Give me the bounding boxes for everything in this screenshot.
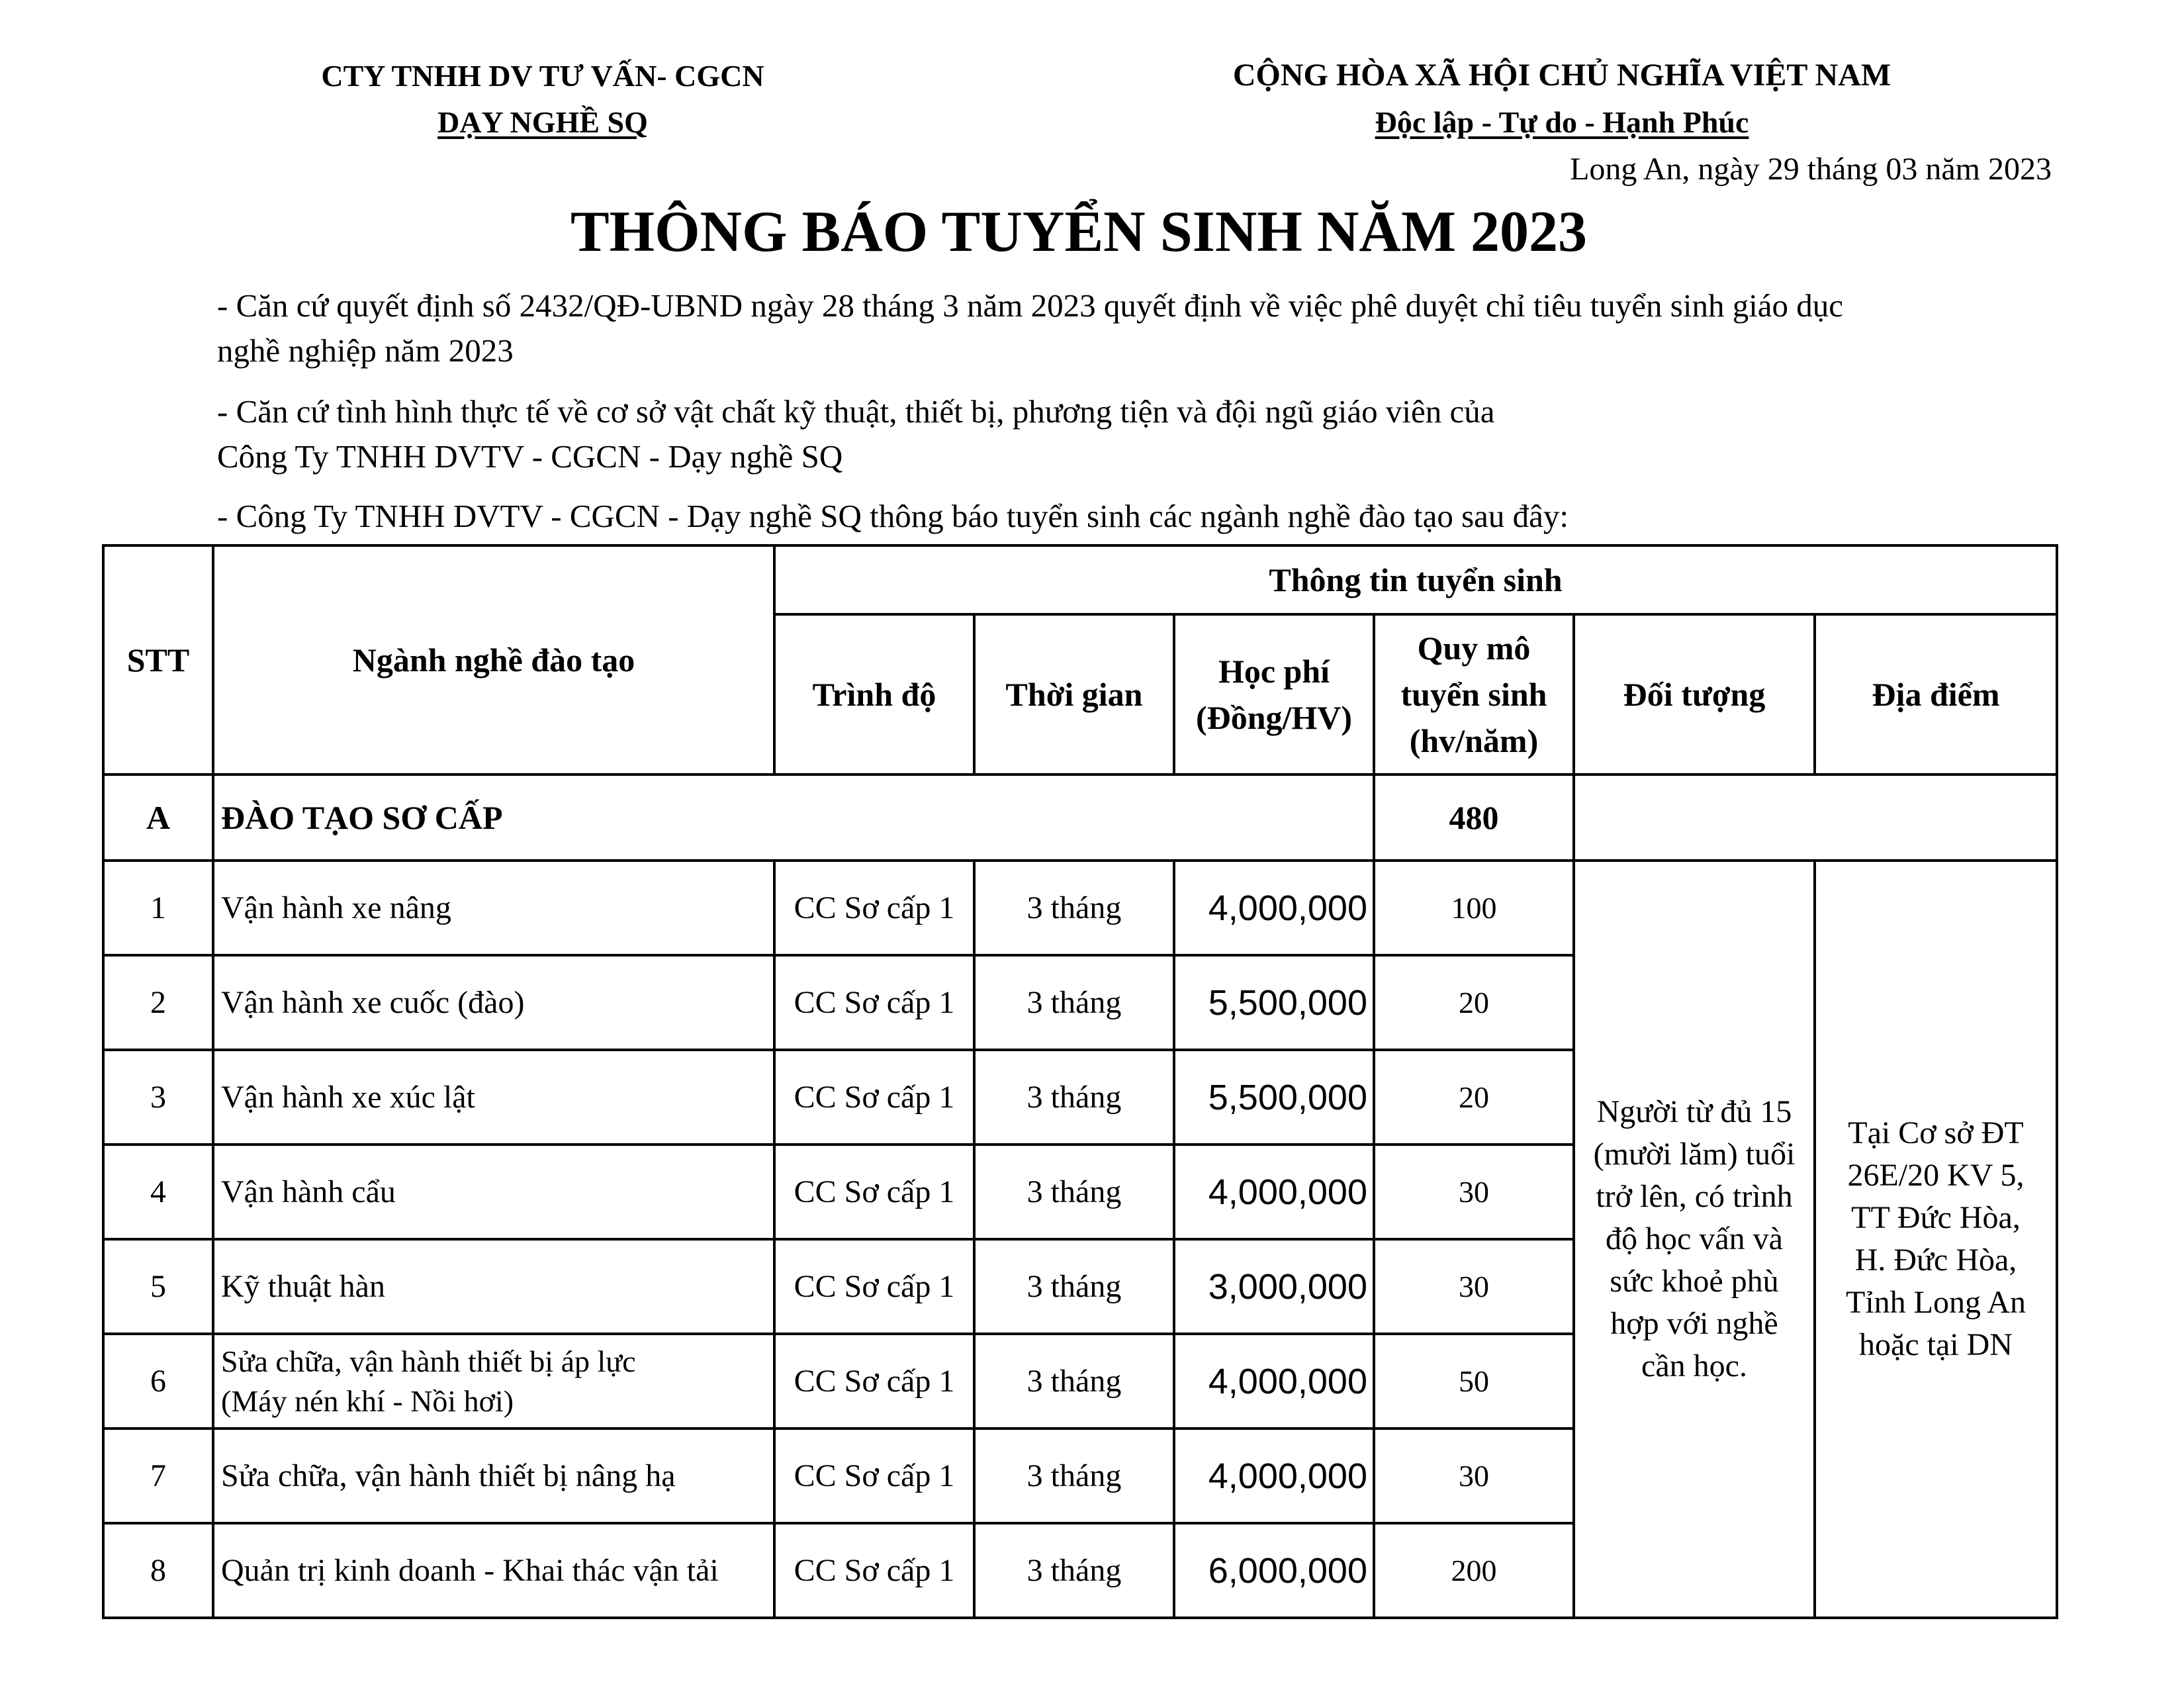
cell-nganh: Quản trị kinh doanh - Khai thác vận tải	[213, 1523, 774, 1618]
cell-hoc-phi: 3,000,000	[1174, 1239, 1374, 1334]
doi-tuong-line: cần học.	[1641, 1348, 1747, 1383]
cell-nganh: Sửa chữa, vận hành thiết bị nâng hạ	[213, 1429, 774, 1523]
cell-trinh-do: CC Sơ cấp 1	[774, 861, 974, 955]
company-name: CTY TNHH DV TƯ VẤN- CGCN	[321, 59, 764, 93]
cell-quy-mo: 20	[1374, 955, 1574, 1050]
doi-tuong-line: trở lên, có trình	[1596, 1179, 1793, 1214]
doi-tuong-line: hợp với nghề	[1610, 1306, 1778, 1341]
cell-nganh: Vận hành xe xúc lật	[213, 1050, 774, 1145]
cell-quy-mo: 20	[1374, 1050, 1574, 1145]
section-empty	[1574, 774, 2057, 861]
company-subtitle	[185, 105, 900, 140]
nation-title: CỘNG HÒA XÃ HỘI CHỦ NGHĨA VIỆT NAM	[1232, 58, 1891, 93]
cell-doi-tuong	[1574, 861, 1815, 1618]
header-quy-mo-line-1: Quy mô	[1417, 630, 1531, 667]
cell-hoc-phi: 4,000,000	[1174, 1429, 1374, 1523]
cell-quy-mo: 30	[1374, 1145, 1574, 1239]
cell-quy-mo: 100	[1374, 861, 1574, 955]
section-row	[103, 774, 2057, 861]
cell-stt: 7	[103, 1429, 213, 1523]
cell-stt: 5	[103, 1239, 213, 1334]
cell-stt: 6	[103, 1334, 213, 1429]
table-row	[103, 861, 2057, 955]
header-group: Thông tin tuyển sinh	[774, 545, 2057, 614]
cell-stt: 1	[103, 861, 213, 955]
company-subtitle-text: DẠY NGHỀ SQ	[437, 105, 648, 139]
cell-thoi-gian: 3 tháng	[974, 1145, 1174, 1239]
cell-hoc-phi: 4,000,000	[1174, 861, 1374, 955]
cell-dia-diem	[1815, 861, 2057, 1618]
nation-motto	[1099, 105, 2025, 140]
cell-nganh: Vận hành xe nâng	[213, 861, 774, 955]
dia-diem-line: H. Đức Hòa,	[1854, 1243, 2017, 1278]
header-quy-mo	[1374, 614, 1574, 774]
cell-hoc-phi: 4,000,000	[1174, 1334, 1374, 1429]
dia-diem-line: TT Đức Hòa,	[1851, 1200, 2021, 1235]
paragraph-2	[217, 389, 2070, 479]
header-thoi-gian: Thời gian	[974, 614, 1174, 774]
paragraph-1	[217, 283, 2070, 373]
doi-tuong-line: Người từ đủ 15	[1596, 1094, 1792, 1129]
cell-quy-mo: 30	[1374, 1239, 1574, 1334]
paragraph-2-line-1: - Căn cứ tình hình thực tế về cơ sở vật chất kỹ thuật, thiết bị, phương tiện và đội ngũ giáo viên của	[217, 393, 1495, 430]
cell-hoc-phi: 4,000,000	[1174, 1145, 1374, 1239]
cell-nganh: Kỹ thuật hàn	[213, 1239, 774, 1334]
admissions-table	[102, 544, 2058, 1619]
nation-motto-text: Độc lập - Tự do - Hạnh Phúc	[1375, 105, 1749, 139]
page-title: THÔNG BÁO TUYỂN SINH NĂM 2023	[570, 200, 1588, 264]
cell-nganh-line-1: Sửa chữa, vận hành thiết bị áp lực	[221, 1344, 636, 1378]
cell-stt: 3	[103, 1050, 213, 1145]
section-total: 480	[1374, 774, 1574, 861]
cell-nganh: Vận hành cẩu	[213, 1145, 774, 1239]
cell-hoc-phi: 5,500,000	[1174, 955, 1374, 1050]
header-quy-mo-line-3: (hv/năm)	[1409, 722, 1539, 759]
cell-nganh: Vận hành xe cuốc (đào)	[213, 955, 774, 1050]
header-hoc-phi	[1174, 614, 1374, 774]
cell-trinh-do: CC Sơ cấp 1	[774, 1523, 974, 1618]
cell-stt: 8	[103, 1523, 213, 1618]
dia-diem-line: hoặc tại DN	[1859, 1327, 2013, 1362]
cell-trinh-do: CC Sơ cấp 1	[774, 1239, 974, 1334]
cell-thoi-gian: 3 tháng	[974, 1050, 1174, 1145]
header-nganh: Ngành nghề đào tạo	[213, 545, 774, 774]
header-stt: STT	[103, 545, 213, 774]
header-quy-mo-line-2: tuyển sinh	[1400, 676, 1547, 713]
place-date: Long An, ngày 29 tháng 03 năm 2023	[1570, 152, 2052, 187]
cell-stt: 2	[103, 955, 213, 1050]
dia-diem-line: Tại Cơ sở ĐT	[1848, 1115, 2024, 1150]
cell-thoi-gian: 3 tháng	[974, 1429, 1174, 1523]
paragraph-3-line-1: - Công Ty TNHH DVTV - CGCN - Dạy nghề SQ thông báo tuyển sinh các ngành nghề đào tạo sau đây:	[217, 498, 1569, 534]
header-hoc-phi-line-1: Học phí	[1218, 653, 1330, 690]
cell-trinh-do: CC Sơ cấp 1	[774, 1050, 974, 1145]
section-code: A	[103, 774, 213, 861]
cell-trinh-do: CC Sơ cấp 1	[774, 955, 974, 1050]
cell-thoi-gian: 3 tháng	[974, 955, 1174, 1050]
doi-tuong-line: độ học vấn và	[1606, 1221, 1783, 1256]
header-doi-tuong: Đối tượng	[1574, 614, 1815, 774]
doi-tuong-line: sức khoẻ phù	[1610, 1264, 1779, 1299]
cell-nganh	[213, 1334, 774, 1429]
cell-hoc-phi: 5,500,000	[1174, 1050, 1374, 1145]
paragraph-1-line-2: nghề nghiệp năm 2023	[217, 332, 514, 369]
cell-thoi-gian: 3 tháng	[974, 861, 1174, 955]
cell-quy-mo: 30	[1374, 1429, 1574, 1523]
cell-hoc-phi: 6,000,000	[1174, 1523, 1374, 1618]
cell-thoi-gian: 3 tháng	[974, 1523, 1174, 1618]
dia-diem-line: Tỉnh Long An	[1846, 1285, 2026, 1320]
header-dia-diem: Địa điểm	[1815, 614, 2057, 774]
header-trinh-do: Trình độ	[774, 614, 974, 774]
cell-trinh-do: CC Sơ cấp 1	[774, 1429, 974, 1523]
cell-trinh-do: CC Sơ cấp 1	[774, 1145, 974, 1239]
cell-stt: 4	[103, 1145, 213, 1239]
cell-quy-mo: 200	[1374, 1523, 1574, 1618]
cell-trinh-do: CC Sơ cấp 1	[774, 1334, 974, 1429]
doi-tuong-line: (mười lăm) tuổi	[1593, 1137, 1796, 1172]
header-hoc-phi-line-2: (Đồng/HV)	[1195, 699, 1353, 736]
dia-diem-line: 26E/20 KV 5,	[1847, 1158, 2025, 1193]
cell-thoi-gian: 3 tháng	[974, 1239, 1174, 1334]
paragraph-1-line-1: - Căn cứ quyết định số 2432/QĐ-UBND ngày 28 tháng 3 năm 2023 quyết định về việc phê duyệt chỉ tiêu tuyển sinh giáo dục	[217, 287, 1844, 324]
section-name: ĐÀO TẠO SƠ CẤP	[213, 774, 1374, 861]
cell-quy-mo: 50	[1374, 1334, 1574, 1429]
cell-nganh-line-2: (Máy nén khí - Nồi hơi)	[221, 1383, 514, 1418]
cell-thoi-gian: 3 tháng	[974, 1334, 1174, 1429]
paragraph-2-line-2: Công Ty TNHH DVTV - CGCN - Dạy nghề SQ	[217, 438, 843, 475]
paragraph-3	[217, 494, 2070, 539]
